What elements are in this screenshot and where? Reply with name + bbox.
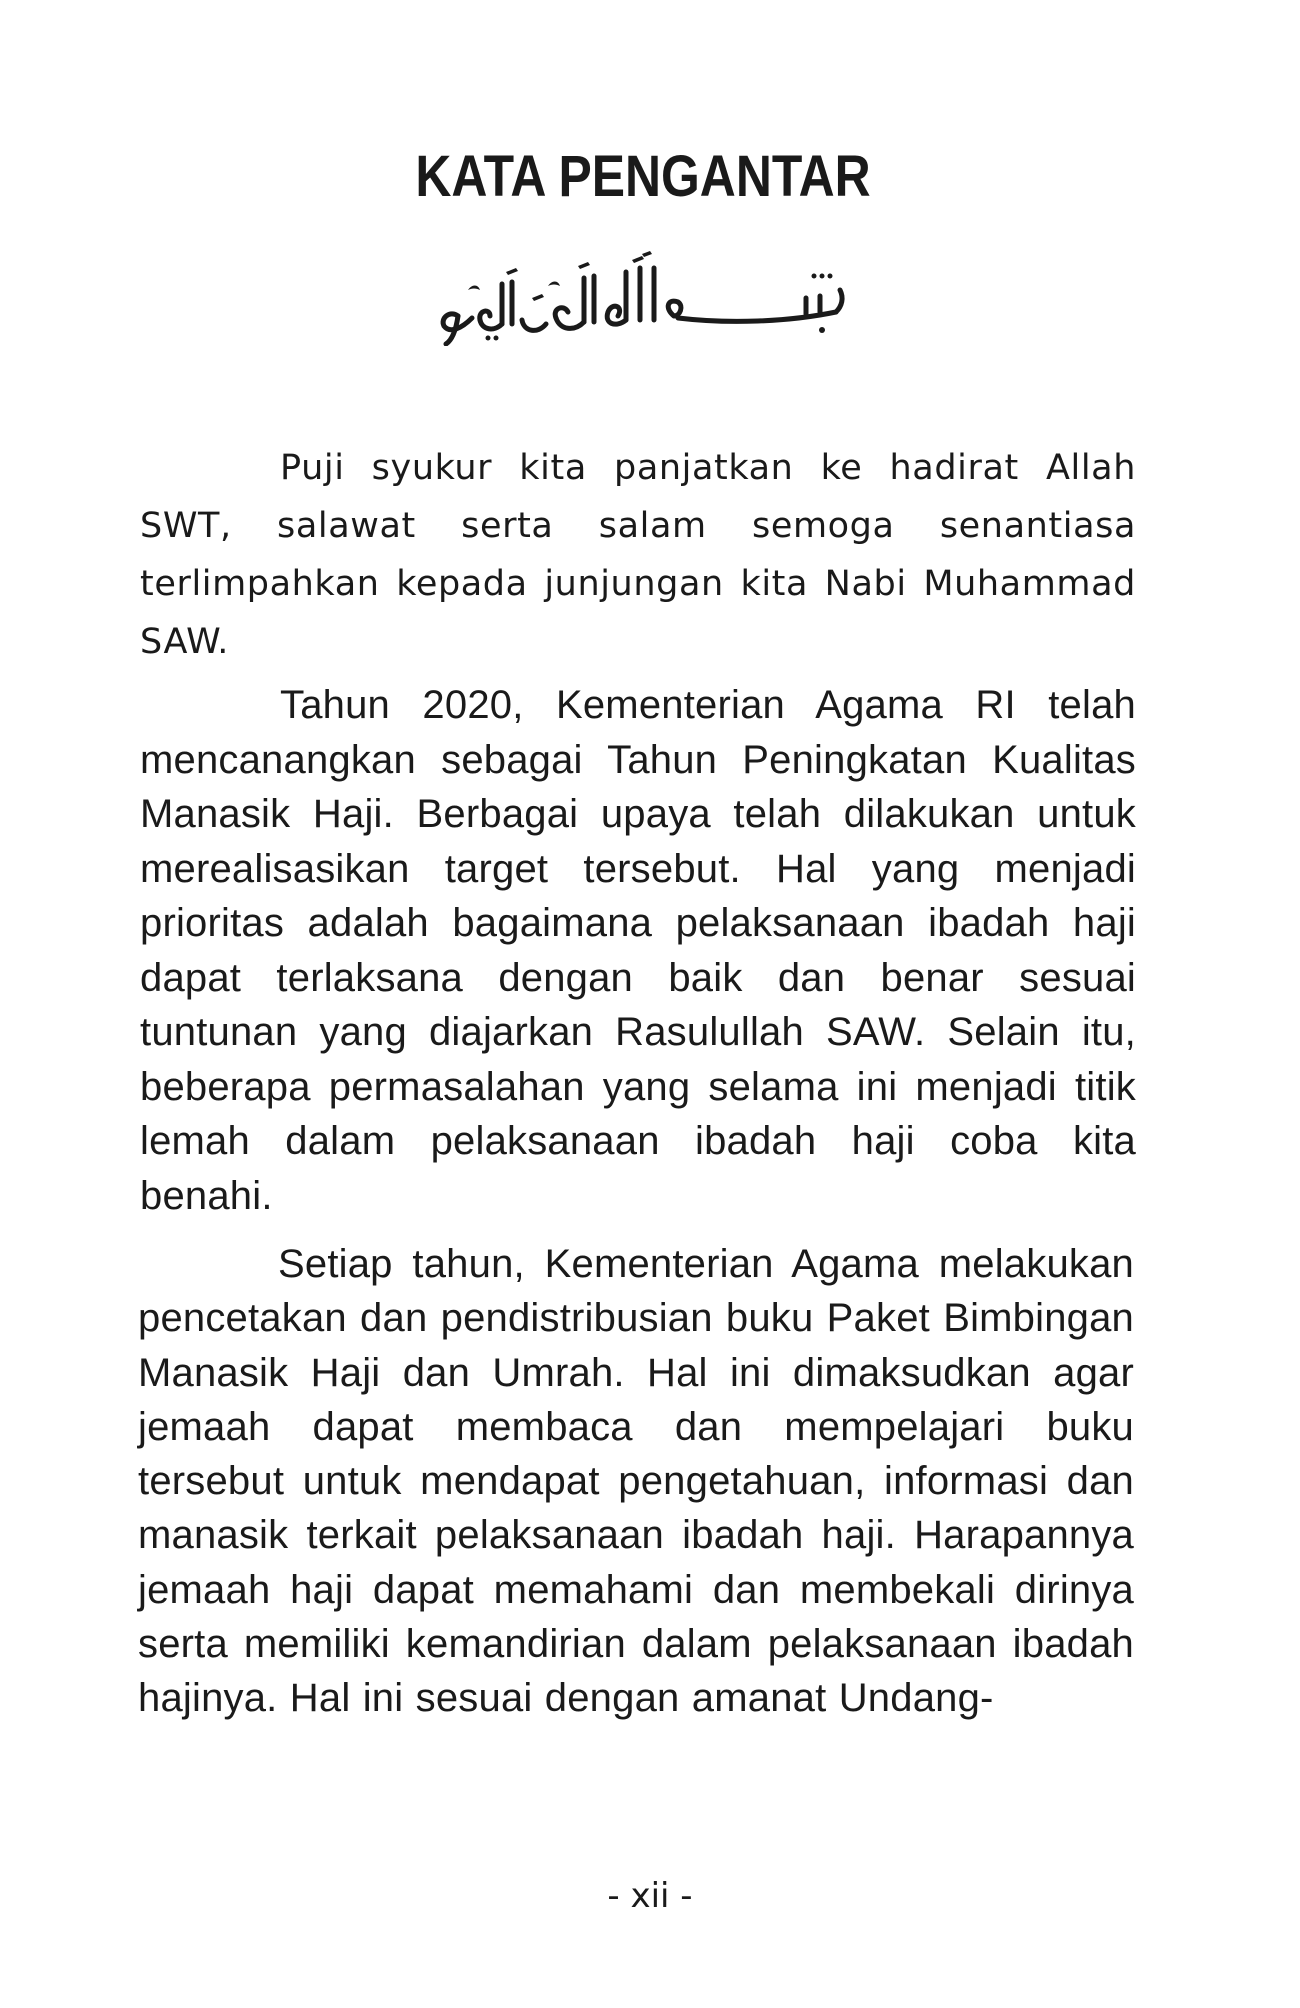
page-number: - xii - [607, 1876, 693, 1916]
basmalah-calligraphy-icon [428, 246, 868, 346]
paragraph-2: Tahun 2020, Kementerian Agama RI telah mencanangkan sebagai Tahun Peningkatan Kualitas Manasik Haji. Berbagai upaya telah dilakukan untuk merealisasikan target tersebut. Hal yang menjadi prioritas adalah bagaimana pelaksanaan ibadah haji dapat terlaksana dengan baik dan benar sesuai tuntunan yang diajarkan Rasulullah SAW. Selain itu, beberapa permasalahan yang selama ini menjadi titik lemah dalam pelaksanaan ibadah haji coba kita benahi. [140, 683, 1136, 1218]
page-title: KATA PENGANTAR [415, 144, 871, 209]
paragraph-3: Setiap tahun, Kementerian Agama melakukan pencetakan dan pendistribusian buku Paket Bimbingan Manasik Haji dan Umrah. Hal ini dimaksudkan agar jemaah dapat membaca dan mempelajari buku tersebut untuk mendapat pengetahuan, informasi dan manasik terkait pelaksanaan ibadah haji. Harapannya jemaah haji dapat memahami dan membekali dirinya serta memiliki kemandirian dalam pelaksanaan ibadah hajinya. Hal ini sesuai dengan amanat Undang- [138, 1242, 1134, 1721]
paragraph-1: Puji syukur kita panjatkan ke hadirat Allah SWT, salawat serta salam semoga senantiasa terlimpahkan kepada junjungan kita Nabi Muhammad SAW. [140, 448, 1136, 662]
